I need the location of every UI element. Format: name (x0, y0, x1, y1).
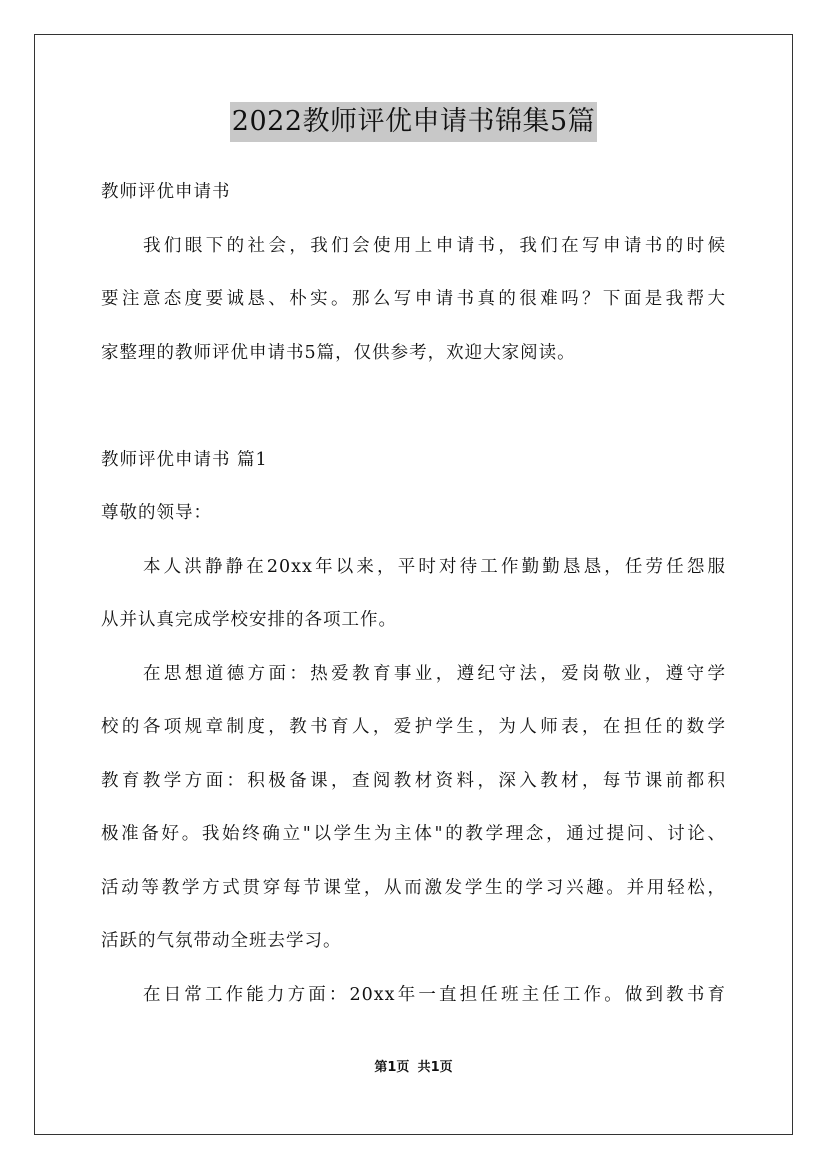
paragraph-line: 活动等教学方式贯穿每节课堂，从而激发学生的学习兴趣。并用轻松， (101, 877, 726, 898)
paragraph-line: 我们眼下的社会，我们会使用上申请书，我们在写申请书的时候 (143, 235, 726, 256)
title-container (0, 102, 827, 142)
section-heading: 教师评优申请书 (101, 182, 231, 202)
page-number: 第1页 (374, 1060, 410, 1075)
page-footer (0, 1056, 827, 1075)
page-total: 共1页 (417, 1060, 453, 1075)
paragraph-line: 活跃的气氛带动全班去学习。 (101, 931, 342, 951)
paragraph-line: 在思想道德方面：热爱教育事业，遵纪守法，爱岗敬业，遵守学 (143, 663, 726, 684)
document-title: 2022教师评优申请书锦集5篇 (230, 102, 597, 142)
paragraph-line: 在日常工作能力方面：20xx年一直担任班主任工作。做到教书育 (143, 984, 726, 1005)
blank-line (101, 380, 726, 434)
paragraph-line: 家整理的教师评优申请书5篇，仅供参考，欢迎大家阅读。 (101, 342, 576, 363)
document-body (101, 166, 726, 1022)
paragraph-line: 要注意态度要诚恳、朴实。那么写申请书真的很难吗？下面是我帮大 (101, 289, 726, 309)
salutation: 尊敬的领导： (101, 503, 212, 523)
paragraph-line: 校的各项规章制度，教书育人，爱护学生，为人师表，在担任的数学 (101, 717, 726, 737)
paragraph-line: 本人洪静静在20xx年以来，平时对待工作勤勤恳恳，任劳任怨服 (143, 556, 726, 577)
paragraph-line: 极准备好。我始终确立"以学生为主体"的教学理念，通过提问、讨论、 (101, 824, 726, 844)
section-heading: 教师评优申请书 篇1 (101, 449, 268, 470)
paragraph-line: 从并认真完成学校安排的各项工作。 (101, 610, 397, 630)
paragraph-line: 教育教学方面：积极备课，查阅教材资料，深入教材，每节课前都积 (101, 770, 726, 791)
